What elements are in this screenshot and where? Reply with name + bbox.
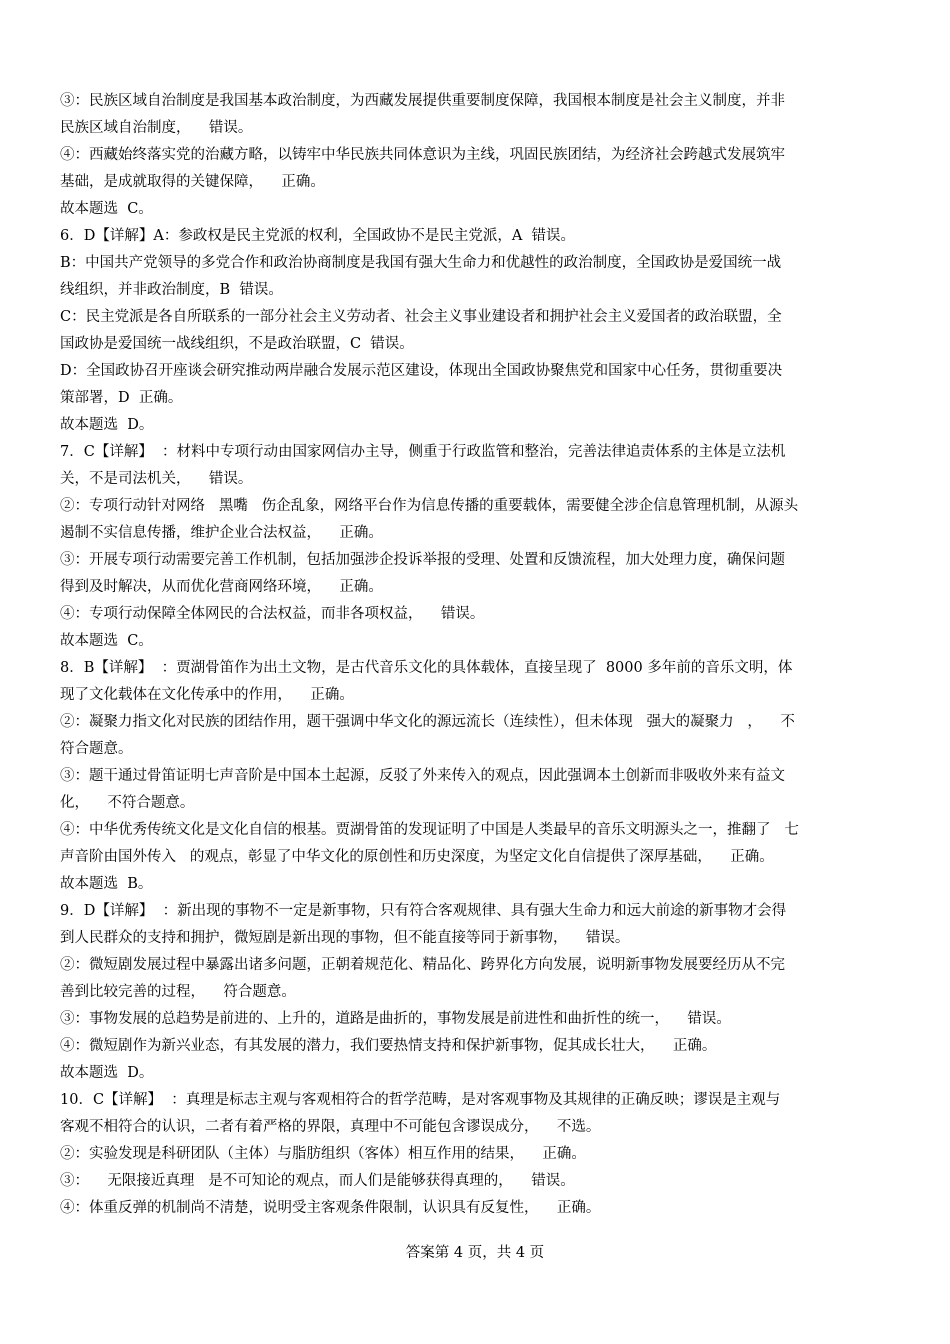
text-line: ④：专项行动保障全体网民的合法权益，而非各项权益， 错误。 [60, 606, 485, 622]
answer-document-body [60, 88, 900, 1222]
text-line: 基础，是成就取得的关键保障， 正确。 [60, 174, 325, 190]
text-line: 符合题意。 [60, 741, 133, 757]
text-line: 策部署，D 正确。 [60, 390, 183, 406]
text-line: ②：专项行动针对网络 黑嘴 伤企乱象，网络平台作为信息传播的重要载体，需要健全涉企信息管理机制，从源头 [60, 498, 799, 514]
text-line: 化， 不符合题意。 [60, 795, 195, 811]
text-line: 9．D【详解】 ：新出现的事物不一定是新事物，只有符合客观规律、具有强大生命力和远大前途的新事物才会得 [60, 903, 787, 919]
text-line: ④：体重反弹的机制尚不清楚，说明受主客观条件限制，认识具有反复性， 正确。 [60, 1200, 601, 1216]
text-line: D：全国政协召开座谈会研究推动两岸融合发展示范区建设，体现出全国政协聚焦党和国家中心任务，贯彻重要决 [60, 363, 783, 379]
text-line: 得到及时解决，从而优化营商网络环境， 正确。 [60, 579, 383, 595]
text-line: 声音阶由国外传入 的观点，彰显了中华文化的原创性和历史深度，为坚定文化自信提供了深厚基础， 正确。 [60, 849, 774, 865]
text-line: 6．D【详解】A：参政权是民主党派的权利，全国政协不是民主党派，A 错误。 [60, 228, 576, 244]
text-line: 故本题选 B。 [60, 876, 153, 892]
text-line: 7．C【详解】 ：材料中专项行动由国家网信办主导，侧重于行政监管和整治，完善法律追责体系的主体是立法机 [60, 444, 786, 460]
text-line: 故本题选 D。 [60, 417, 154, 433]
text-line: 遏制不实信息传播，维护企业合法权益， 正确。 [60, 525, 383, 541]
text-line: ③：事物发展的总趋势是前进的、上升的，道路是曲折的，事物发展是前进性和曲折性的统一， 错误。 [60, 1011, 731, 1027]
text-line: ④：中华优秀传统文化是文化自信的根基。贾湖骨笛的发现证明了中国是人类最早的音乐文明源头之一，推翻了 七 [60, 822, 799, 838]
text-line: 客观不相符合的认识，二者有着严格的界限，真理中不可能包含谬误成分， 不选。 [60, 1119, 601, 1135]
text-line: 关，不是司法机关， 错误。 [60, 471, 253, 487]
text-line: ④：微短剧作为新兴业态，有其发展的潜力，我们要热情支持和保护新事物，促其成长壮大， 正确。 [60, 1038, 717, 1054]
page-footer [0, 1243, 950, 1263]
page-number-label: 答案第 4 页，共 4 页 [405, 1245, 545, 1261]
text-line: 现了文化载体在文化传承中的作用， 正确。 [60, 687, 354, 703]
text-line: 民族区域自治制度， 错误。 [60, 120, 253, 136]
text-line: 国政协是爱国统一战线组织，不是政治联盟，C 错误。 [60, 336, 414, 352]
text-line: 善到比较完善的过程， 符合题意。 [60, 984, 296, 1000]
text-line: ③： 无限接近真理 是不可知论的观点，而人们是能够获得真理的， 错误。 [60, 1173, 575, 1189]
text-line: ②：实验发现是科研团队（主体）与脂肪组织（客体）相互作用的结果， 正确。 [60, 1146, 586, 1162]
text-line: B：中国共产党领导的多党合作和政治协商制度是我国有强大生命力和优越性的政治制度，全国政协是爱国统一战 [60, 255, 782, 271]
text-line: 10．C【详解】 ：真理是标志主观与客观相符合的哲学范畴，是对客观事物及其规律的正确反映；谬误是主观与 [60, 1092, 781, 1108]
text-line: ④：西藏始终落实党的治藏方略，以铸牢中华民族共同体意识为主线，巩固民族团结，为经济社会跨越式发展筑牢 [60, 147, 785, 163]
text-line: ③：开展专项行动需要完善工作机制，包括加强涉企投诉举报的受理、处置和反馈流程，加大处理力度，确保问题 [60, 552, 785, 568]
text-line: ②：微短剧发展过程中暴露出诸多问题，正朝着规范化、精品化、跨界化方向发展，说明新事物发展要经历从不完 [60, 957, 785, 973]
text-line: 故本题选 D。 [60, 1065, 154, 1081]
text-line: ③：题干通过骨笛证明七声音阶是中国本土起源，反驳了外来传入的观点，因此强调本土创新而非吸收外来有益文 [60, 768, 785, 784]
text-line: ②：凝聚力指文化对民族的团结作用，题干强调中华文化的源远流长（连续性），但未体现 强大的凝聚力 ， 不 [60, 714, 795, 730]
text-line: 线组织，并非政治制度，B 错误。 [60, 282, 283, 298]
text-line: 故本题选 C。 [60, 201, 153, 217]
text-line: 8．B【详解】 ：贾湖骨笛作为出土文物，是古代音乐文化的具体载体，直接呈现了 8000 多年前的音乐文明，体 [60, 660, 793, 676]
text-line: 故本题选 C。 [60, 633, 153, 649]
text-line: ③：民族区域自治制度是我国基本政治制度，为西藏发展提供重要制度保障，我国根本制度是社会主义制度，并非 [60, 93, 785, 109]
text-line: C：民主党派是各自所联系的一部分社会主义劳动者、社会主义事业建设者和拥护社会主义爱国者的政治联盟，全 [60, 309, 782, 325]
text-line: 到人民群众的支持和拥护，微短剧是新出现的事物，但不能直接等同于新事物， 错误。 [60, 930, 630, 946]
